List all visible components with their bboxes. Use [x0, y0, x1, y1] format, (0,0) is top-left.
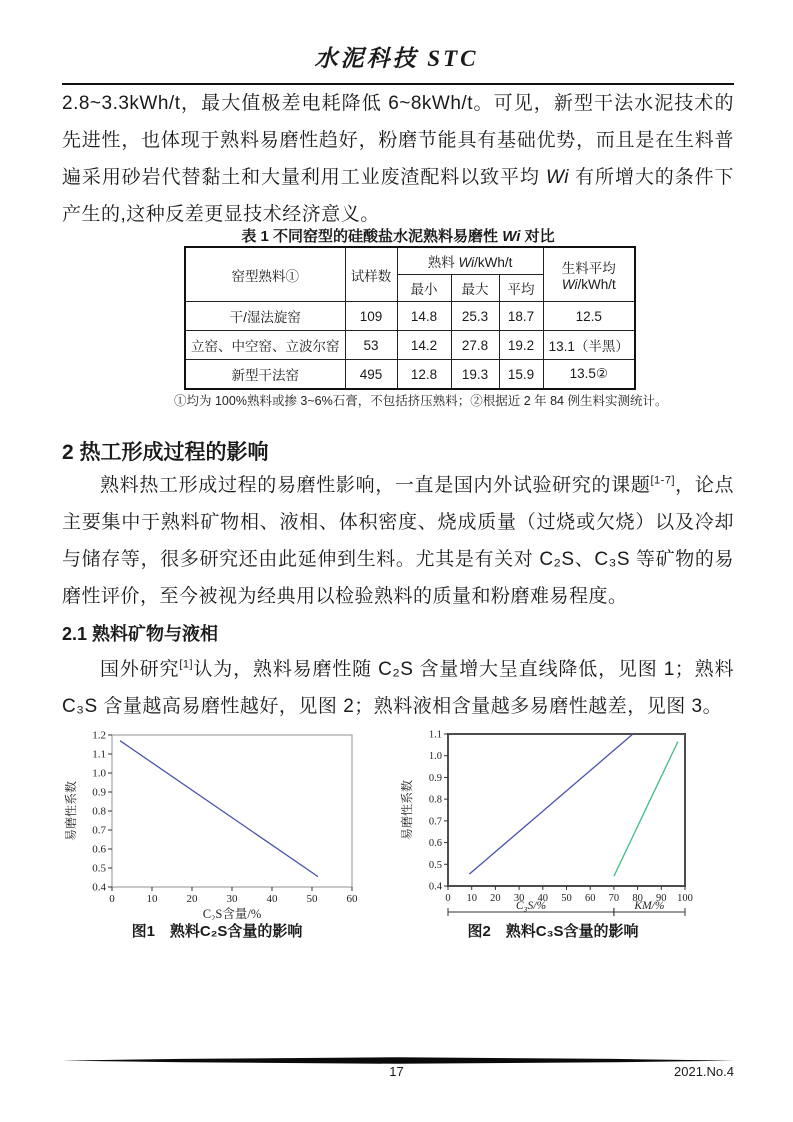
table-cell: 109 — [345, 302, 397, 331]
x-tick-label: 30 — [226, 893, 238, 905]
x-tick-label: 50 — [306, 893, 318, 905]
table-cell: 13.5② — [543, 360, 635, 390]
x-tick-label: 100 — [677, 893, 693, 904]
table-row — [185, 331, 635, 360]
col-header-raw-meal-wi — [543, 247, 635, 302]
plot-box — [448, 734, 685, 886]
y-tick-label: 1.0 — [428, 751, 442, 763]
table-cell: 13.1（半黑） — [543, 331, 635, 360]
y-tick-label: 0.6 — [428, 838, 442, 850]
journal-header-title: 水泥科技 STC — [314, 46, 479, 71]
figure2-line-chart — [398, 723, 708, 923]
y-tick-label: 0.4 — [92, 881, 106, 894]
y-tick-label: 1.0 — [92, 767, 106, 780]
col-header-kiln-type: 窑型熟料① — [185, 247, 345, 302]
figure1-caption: 图1 熟料C₂S含量的影响 — [131, 923, 303, 940]
x-tick-label: 80 — [632, 893, 643, 904]
x-tick-label: 70 — [608, 893, 620, 904]
axis-segment-label: KM/% — [634, 900, 665, 912]
raw-meal-header-line2: Wi/kWh/t — [561, 277, 616, 292]
table-cell: 14.8 — [397, 302, 451, 331]
x-tick-label: 40 — [537, 893, 549, 904]
data-line-C2S-grindability — [120, 741, 318, 877]
body-paragraph-2: 熟料热工形成过程的易磨性影响，一直是国内外试验研究的课题[1-7]，论点主要集中于熟料矿物相、液相、体积密度、烧成质量（过烧或欠烧）以及冷却与储存等，很多研究还由此延伸到生料。尤其是有关对 C₂S、C₃S 等矿物的易磨性评价，至今被视为经典用以检验熟料的质量和粉磨难易程度。 — [62, 474, 734, 607]
table-cell: 19.2 — [499, 331, 543, 360]
table-cell: 495 — [345, 360, 397, 390]
plot-box — [112, 735, 352, 887]
x-tick-label: 90 — [656, 893, 667, 904]
y-tick-label: 0.8 — [428, 794, 442, 806]
x-tick-label: 20 — [490, 893, 501, 904]
x-tick-label: 10 — [466, 893, 477, 904]
y-tick-label: 1.1 — [428, 729, 442, 741]
table-cell: 25.3 — [451, 302, 499, 331]
x-tick-label: 60 — [584, 893, 596, 904]
figure1-line-chart — [62, 728, 372, 920]
y-tick-label: 0.7 — [92, 824, 106, 837]
table-cell: 18.7 — [499, 302, 543, 331]
table-footnote: ①均为 100%熟料或掺 3~6%石膏，不包括挤压熟料；②根据近 2 年 84 例生料实测统计。 — [174, 394, 668, 408]
col-header-clinker-wi: 熟料 Wi/kWh/t — [397, 247, 543, 275]
page-number: 17 — [389, 1064, 404, 1079]
wi-comparison-table — [184, 246, 636, 390]
col-header-min: 最小 — [397, 275, 451, 302]
section-heading-2-1: 2.1 熟料矿物与液相 — [62, 624, 219, 644]
table-cell: 新型干法窑 — [185, 360, 345, 390]
x-axis-label: C₂S含量/% — [202, 907, 262, 920]
x-tick-label: 30 — [513, 893, 525, 904]
data-line-C3S-grindability — [469, 734, 633, 874]
x-tick-label: 40 — [266, 893, 278, 905]
y-tick-label: 1.2 — [92, 729, 106, 742]
body-paragraph-3: 国外研究[1]认为，熟料易磨性随 C₂S 含量增大呈直线降低，见图 1；熟料 C₃S 含量越高易磨性越好，见图 2；熟料液相含量越多易磨性越差，见图 3。 — [62, 658, 734, 717]
y-tick-label: 0.8 — [92, 805, 106, 818]
y-tick-label: 1.1 — [92, 748, 106, 761]
y-tick-label: 0.7 — [428, 816, 442, 828]
table-caption: 表 1 不同窑型的硅酸盐水泥熟料易磨性 Wi 对比 — [241, 228, 555, 245]
table-cell: 53 — [345, 331, 397, 360]
table-row — [185, 360, 635, 390]
y-tick-label: 0.4 — [428, 881, 442, 893]
data-line-KM-grindability — [614, 742, 678, 877]
col-header-sample-count: 试样数 — [345, 247, 397, 302]
x-tick-label: 10 — [146, 893, 158, 905]
table-cell: 14.2 — [397, 331, 451, 360]
x-tick-label: 0 — [109, 893, 115, 905]
table-cell: 12.5 — [543, 302, 635, 331]
col-header-max: 最大 — [451, 275, 499, 302]
y-tick-label: 0.6 — [92, 843, 106, 856]
axis-segment-label: C₃S/% — [515, 900, 547, 912]
figure2-caption: 图2 熟料C₃S含量的影响 — [467, 923, 639, 940]
table-cell: 15.9 — [499, 360, 543, 390]
y-axis-label: 易磨性系数 — [400, 779, 414, 841]
col-header-avg: 平均 — [499, 275, 543, 302]
table-header-row-1 — [185, 247, 635, 275]
table-cell: 19.3 — [451, 360, 499, 390]
table-cell: 干/湿法旋窑 — [185, 302, 345, 331]
y-axis-label: 易磨性系数 — [64, 780, 78, 842]
body-paragraph-1: 2.8~3.3kWh/t，最大值极差电耗降低 6~8kWh/t。可见，新型干法水泥技术的先进性，也体现于熟料易磨性趋好，粉磨节能具有基础优势，而且是在生料普遍采用砂岩代替黏土和大量利用工业废渣配料以致平均 Wi 有所增大的条件下产生的,这种反差更显技术经济意义。 — [62, 93, 735, 225]
issue-label: 2021.No.4 — [674, 1064, 734, 1079]
x-tick-label: 50 — [561, 893, 572, 904]
table-row — [185, 302, 635, 331]
x-tick-label: 20 — [186, 893, 198, 905]
raw-meal-header-line1: 生料平均 — [561, 261, 616, 276]
table-cell: 立窑、中空窑、立波尔窑 — [185, 331, 345, 360]
y-tick-label: 0.9 — [92, 786, 106, 799]
y-tick-label: 0.5 — [428, 859, 442, 871]
table-cell: 27.8 — [451, 331, 499, 360]
x-tick-label: 60 — [346, 893, 358, 905]
y-tick-label: 0.9 — [428, 772, 442, 784]
y-tick-label: 0.5 — [92, 862, 106, 875]
section-heading-2: 2 热工形成过程的影响 — [62, 441, 269, 464]
x-tick-label: 0 — [445, 893, 451, 904]
table-cell: 12.8 — [397, 360, 451, 390]
